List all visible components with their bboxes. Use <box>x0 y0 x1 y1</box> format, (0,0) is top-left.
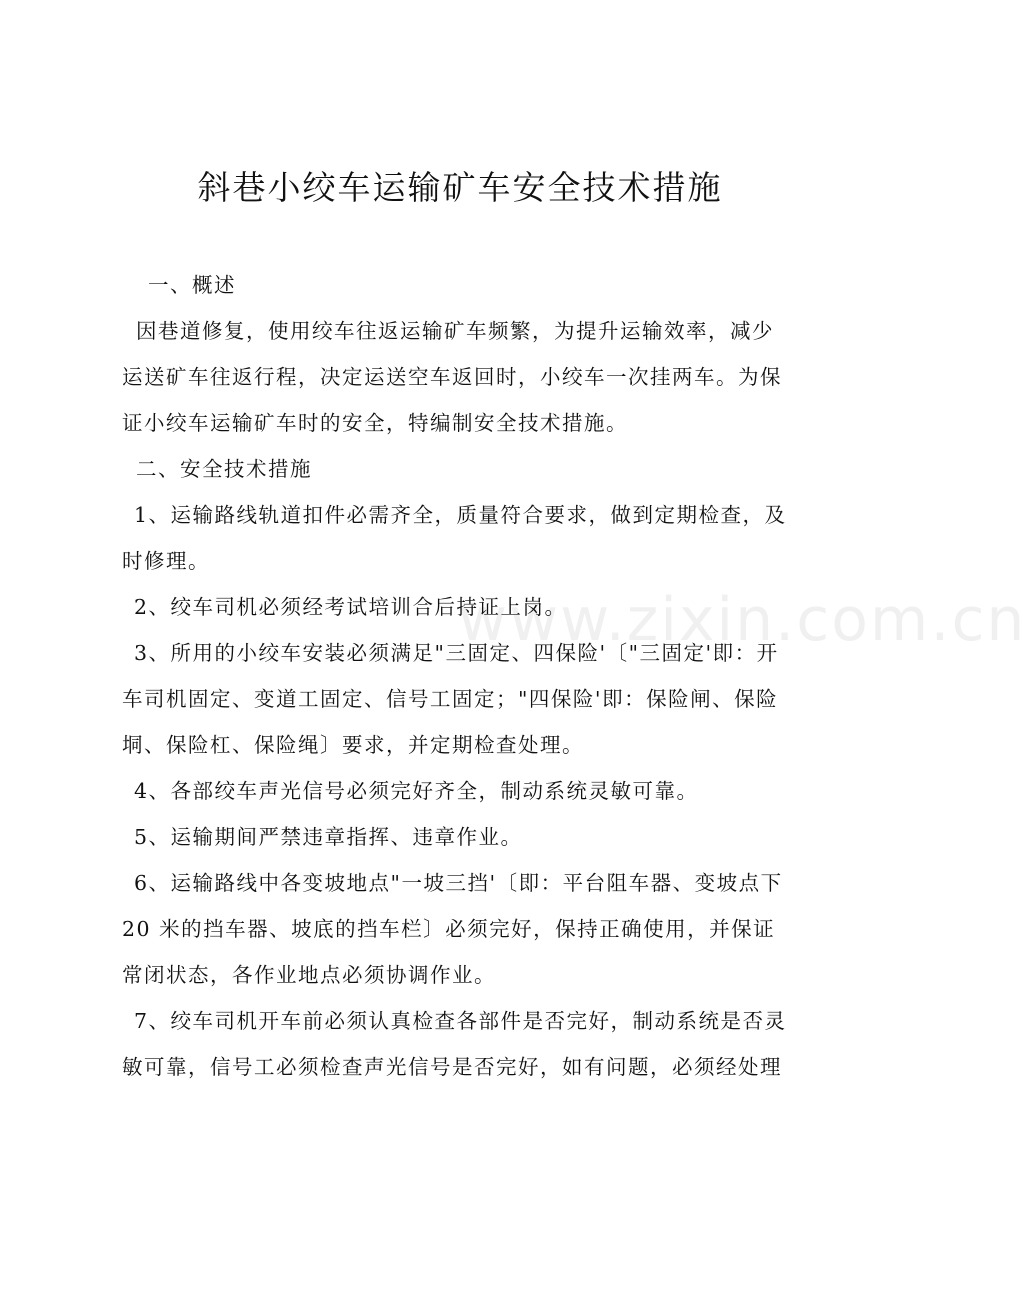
list-item-1: 1、运输路线轨道扣件必需齐全，质量符合要求，做到定期检查，及 <box>134 503 787 527</box>
list-item-7: 7、绞车司机开车前必须认真检查各部件是否完好，制动系统是否灵 <box>134 1009 787 1033</box>
watermark: www.zixin.com.cn <box>458 585 1026 655</box>
list-item-2: 2、绞车司机必须经考试培训合后持证上岗。 <box>134 595 567 619</box>
section-heading-measures: 二、安全技术措施 <box>136 457 312 481</box>
section-heading-overview: 一、概述 <box>148 273 236 297</box>
paragraph-line: 证小绞车运输矿车时的安全，特编制安全技术措施。 <box>122 411 628 435</box>
paragraph-line: 因巷道修复，使用绞车往返运输矿车频繁，为提升运输效率，减少 <box>136 319 774 343</box>
list-item-6: 6、运输路线中各变坡地点"一坡三挡'〔即：平台阻车器、变坡点下 <box>134 871 783 895</box>
list-item-3: 3、所用的小绞车安装必须满足"三固定、四保险'〔"三固定'即：开 <box>134 641 779 665</box>
document-title: 斜巷小绞车运输矿车安全技术措施 <box>197 168 723 207</box>
list-item-4: 4、各部绞车声光信号必须完好齐全，制动系统灵敏可靠。 <box>134 779 699 803</box>
list-item-5: 5、运输期间严禁违章指挥、违章作业。 <box>134 825 523 849</box>
paragraph-line: 常闭状态，各作业地点必须协调作业。 <box>122 963 496 987</box>
paragraph-line: 时修理。 <box>122 549 210 573</box>
paragraph-line: 敏可靠，信号工必须检查声光信号是否完好，如有问题，必须经处理 <box>122 1055 782 1079</box>
document-body <box>122 262 822 1090</box>
paragraph-line: 运送矿车往返行程，决定运送空车返回时，小绞车一次挂两车。为保 <box>122 365 782 389</box>
paragraph-line: 垌、保险杠、保险绳〕要求，并定期检查处理。 <box>122 733 584 757</box>
paragraph-line: 20 米的挡车器、坡底的挡车栏〕必须完好，保持正确使用，并保证 <box>122 917 776 941</box>
paragraph-line: 车司机固定、变道工固定、信号工固定；"四保险'即：保险闸、保险 <box>122 687 779 711</box>
